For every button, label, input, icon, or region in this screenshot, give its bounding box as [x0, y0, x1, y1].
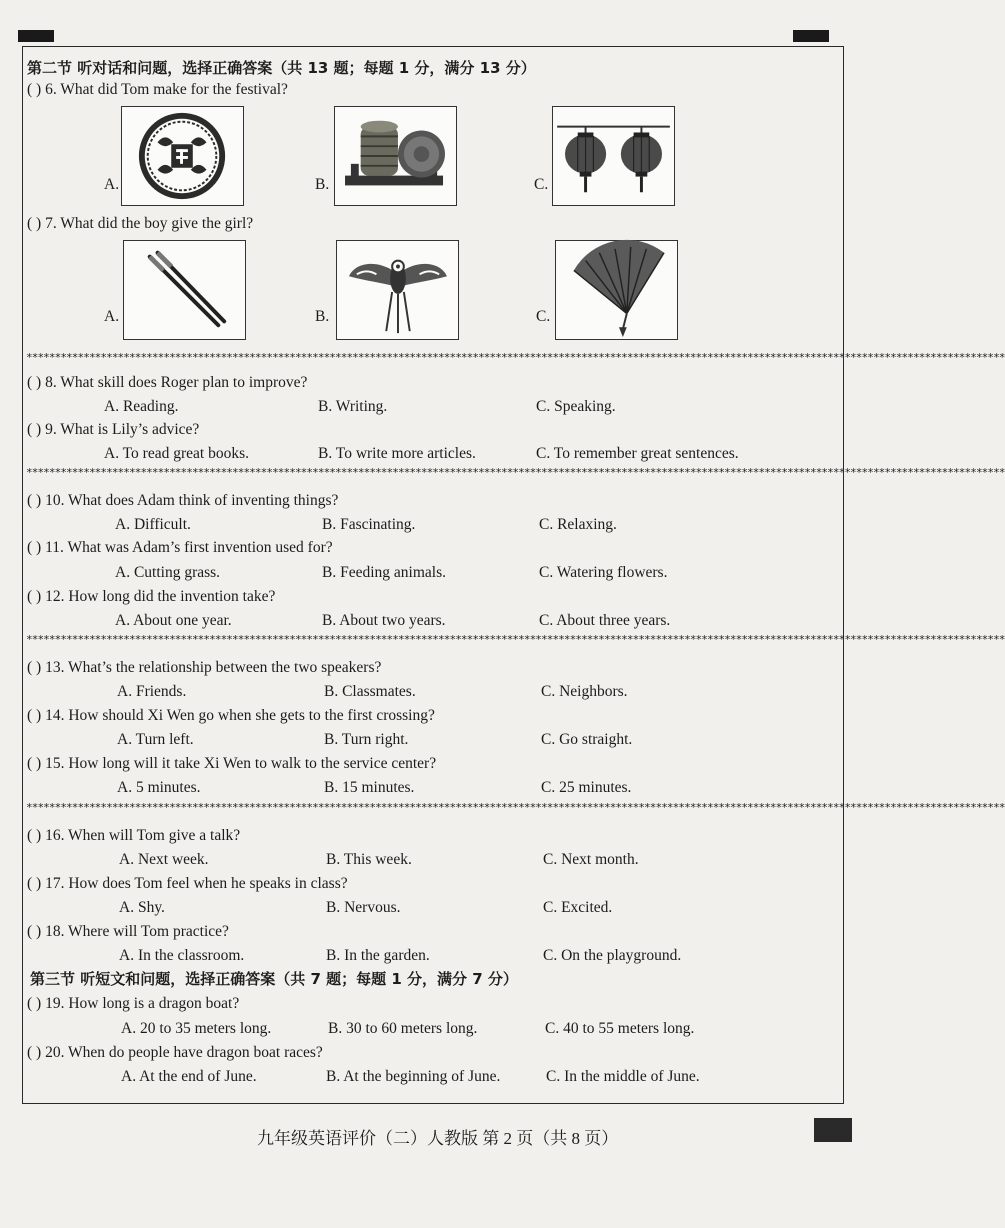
q7-option-c-letter: C. — [536, 308, 551, 325]
lantern-icon — [552, 106, 675, 206]
q6-option-b-letter: B. — [315, 176, 330, 193]
q13-option-a: A. Friends. — [117, 683, 187, 700]
q7-option-a-letter: A. — [104, 308, 120, 325]
q18-option-b: B. In the garden. — [326, 947, 430, 964]
question-16-stem: ( ) 16. When will Tom give a talk? — [27, 827, 241, 844]
q10-option-c: C. Relaxing. — [539, 516, 617, 533]
q11-option-a: A. Cutting grass. — [115, 564, 221, 581]
q9-option-a: A. To read great books. — [104, 445, 249, 462]
question-10-stem: ( ) 10. What does Adam think of inventing things? — [27, 492, 339, 509]
q15-option-a: A. 5 minutes. — [117, 779, 201, 796]
q14-option-a: A. Turn left. — [117, 731, 194, 748]
q19-option-c: C. 40 to 55 meters long. — [545, 1020, 695, 1037]
q15-option-c: C. 25 minutes. — [541, 779, 632, 796]
separator-stars: *************************************************************************************************************************************************************************** — [26, 351, 1005, 364]
q20-option-a: A. At the end of June. — [121, 1068, 257, 1085]
q17-option-b: B. Nervous. — [326, 899, 401, 916]
separator-stars: *************************************************************************************************************************************************************************** — [26, 633, 1005, 646]
q16-option-a: A. Next week. — [119, 851, 209, 868]
question-8-stem: ( ) 8. What skill does Roger plan to improve? — [27, 374, 308, 391]
q11-option-b: B. Feeding animals. — [322, 564, 446, 581]
corner-mark-top-left — [18, 30, 54, 42]
question-15-stem: ( ) 15. How long will it take Xi Wen to walk to the service center? — [27, 755, 437, 772]
q10-option-a: A. Difficult. — [115, 516, 191, 533]
page-footer: 九年级英语评价（二）人教版 第 2 页（共 8 页） — [257, 1129, 619, 1148]
corner-mark-bottom-right — [814, 1118, 852, 1142]
question-11-stem: ( ) 11. What was Adam’s first invention used for? — [27, 539, 333, 556]
q17-option-c: C. Excited. — [543, 899, 613, 916]
question-7-stem: ( ) 7. What did the boy give the girl? — [27, 215, 254, 232]
chopsticks-icon — [123, 240, 246, 340]
question-20-stem: ( ) 20. When do people have dragon boat races? — [27, 1044, 323, 1061]
question-9-stem: ( ) 9. What is Lily’s advice? — [27, 421, 200, 438]
q14-option-b: B. Turn right. — [324, 731, 409, 748]
q7-option-b-letter: B. — [315, 308, 330, 325]
q18-option-c: C. On the playground. — [543, 947, 682, 964]
q13-option-c: C. Neighbors. — [541, 683, 628, 700]
kite-icon — [336, 240, 459, 340]
q12-option-c: C. About three years. — [539, 612, 671, 629]
q14-option-c: C. Go straight. — [541, 731, 633, 748]
corner-mark-top-right — [793, 30, 829, 42]
q6-option-a-letter: A. — [104, 176, 120, 193]
separator-stars: *************************************************************************************************************************************************************************** — [26, 801, 1005, 814]
q20-option-c: C. In the middle of June. — [546, 1068, 700, 1085]
q9-option-b: B. To write more articles. — [318, 445, 476, 462]
q6-option-c-letter: C. — [534, 176, 549, 193]
q16-option-c: C. Next month. — [543, 851, 639, 868]
q10-option-b: B. Fascinating. — [322, 516, 416, 533]
q12-option-b: B. About two years. — [322, 612, 446, 629]
q13-option-b: B. Classmates. — [324, 683, 416, 700]
q20-option-b: B. At the beginning of June. — [326, 1068, 501, 1085]
mooncake-icon — [334, 106, 457, 206]
question-18-stem: ( ) 18. Where will Tom practice? — [27, 923, 229, 940]
paper-cutting-icon — [121, 106, 244, 206]
q8-option-b: B. Writing. — [318, 398, 388, 415]
q17-option-a: A. Shy. — [119, 899, 165, 916]
question-19-stem: ( ) 19. How long is a dragon boat? — [27, 995, 240, 1012]
q15-option-b: B. 15 minutes. — [324, 779, 415, 796]
question-12-stem: ( ) 12. How long did the invention take? — [27, 588, 276, 605]
question-14-stem: ( ) 14. How should Xi Wen go when she gets to the first crossing? — [27, 707, 435, 724]
q19-option-a: A. 20 to 35 meters long. — [121, 1020, 272, 1037]
q8-option-c: C. Speaking. — [536, 398, 616, 415]
question-6-stem: ( ) 6. What did Tom make for the festival? — [27, 81, 288, 98]
fan-icon — [555, 240, 678, 340]
q9-option-c: C. To remember great sentences. — [536, 445, 739, 462]
q8-option-a: A. Reading. — [104, 398, 179, 415]
separator-stars: *************************************************************************************************************************************************************************** — [26, 466, 1005, 479]
q18-option-a: A. In the classroom. — [119, 947, 245, 964]
q12-option-a: A. About one year. — [115, 612, 232, 629]
question-17-stem: ( ) 17. How does Tom feel when he speaks in class? — [27, 875, 348, 892]
q11-option-c: C. Watering flowers. — [539, 564, 668, 581]
q19-option-b: B. 30 to 60 meters long. — [328, 1020, 478, 1037]
q16-option-b: B. This week. — [326, 851, 412, 868]
section-3-heading: 第三节 听短文和问题，选择正确答案（共 7 题；每题 1 分，满分 7 分） — [30, 970, 518, 988]
question-13-stem: ( ) 13. What’s the relationship between the two speakers? — [27, 659, 382, 676]
section-2-heading: 第二节 听对话和问题，选择正确答案（共 13 题；每题 1 分，满分 13 分） — [27, 59, 536, 77]
